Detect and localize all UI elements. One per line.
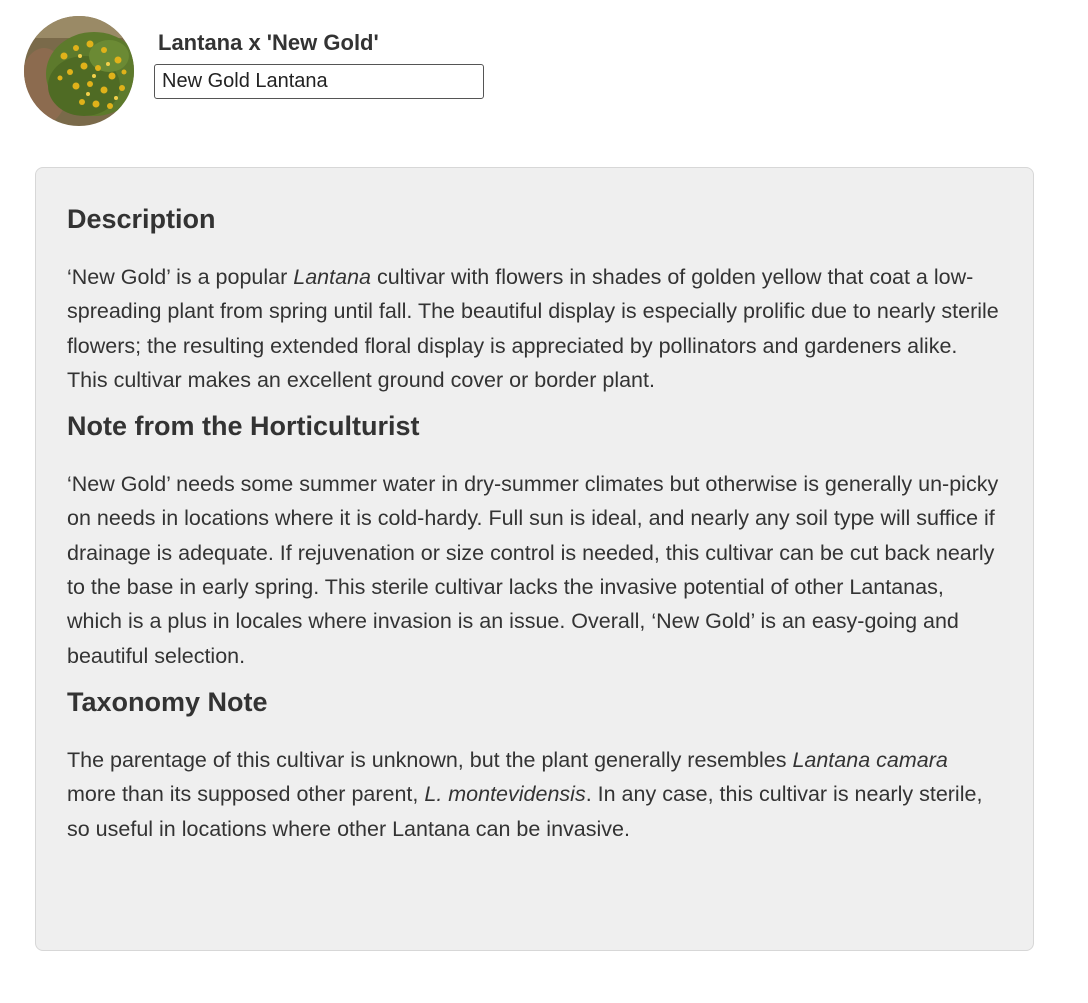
- taxonomy-text-part: The parentage of this cultivar is unknown, but the plant generally resembles: [67, 747, 793, 772]
- taxonomy-text-part: more than its supposed other parent,: [67, 782, 425, 807]
- plant-names: [154, 30, 484, 99]
- plant-photo-icon: [24, 16, 134, 126]
- species-name: Lantana camara: [792, 747, 948, 772]
- description-heading: Description: [67, 204, 216, 234]
- description-text-part: cultivar with flowers in shades of golden yellow that coat a low-spreading plant from spring until fall. The beautiful display is especially prolific due to nearly sterile flowers; the resulting extended floral display is appreciated by pollinators and gardeners alike. This cultivar makes an excellent ground cover or border plant.: [67, 265, 999, 392]
- taxonomy-text-part: . In any case, this cultivar is nearly sterile, so useful in locations where other Lantana can be invasive.: [67, 782, 983, 841]
- scientific-name: Lantana x 'New Gold': [158, 30, 379, 55]
- common-name-input[interactable]: [154, 64, 484, 99]
- species-name: L. montevidensis: [424, 782, 586, 807]
- taxonomy-note-heading: Taxonomy Note: [67, 686, 268, 717]
- genus-name: Lantana: [293, 265, 371, 289]
- description-text: [67, 260, 1002, 397]
- plant-header: [24, 16, 484, 126]
- plant-info-panel: [35, 167, 1034, 951]
- plant-photo-avatar[interactable]: [24, 16, 134, 126]
- description-text-part: ‘New Gold’ is a popular: [67, 265, 294, 289]
- horticulturist-note-text: ‘New Gold’ needs some summer water in dry-summer climates but otherwise is generally un-picky on needs in locations where it is cold-hardy. Full sun is ideal, and nearly any soil type will suffice if drainage is adequate. If rejuvenation or size control is needed, this cultivar can be cut back nearly to the base in early spring. This sterile cultivar lacks the invasive potential of other Lantanas, which is a plus in locales where invasion is an issue. Overall, ‘New Gold’ is an easy-going and beautiful selection.: [67, 472, 999, 668]
- taxonomy-note-text: [67, 743, 1002, 846]
- horticulturist-note-heading: Note from the Horticulturist: [67, 411, 420, 442]
